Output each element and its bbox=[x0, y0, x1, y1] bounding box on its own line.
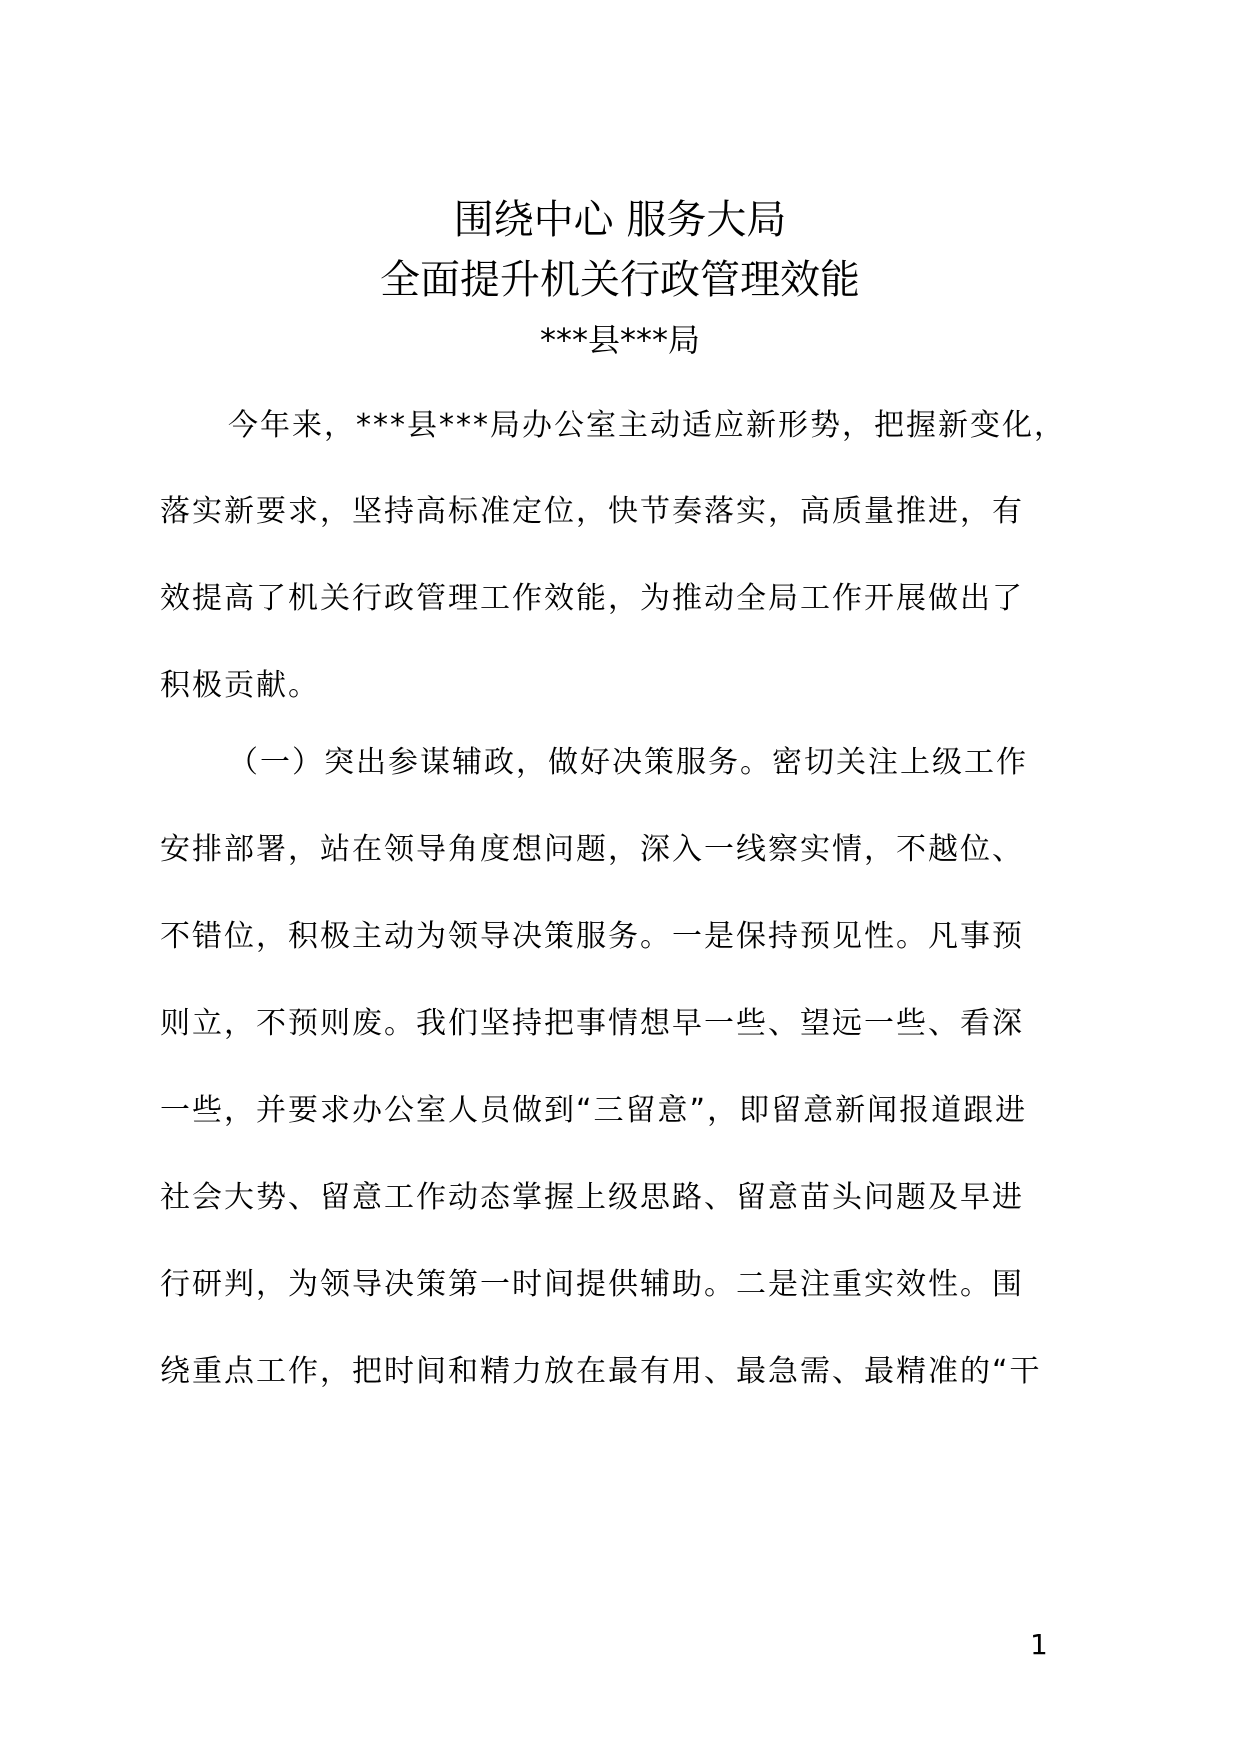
document-author: ***县***局 bbox=[539, 321, 700, 359]
document-title-line-2: 全面提升机关行政管理效能 bbox=[380, 257, 860, 303]
body-line: 一些，并要求办公室人员做到“三留意”，即留意新闻报道跟进 bbox=[160, 1093, 1028, 1128]
page-number: 1 bbox=[1030, 1628, 1048, 1661]
body-line: 不错位，积极主动为领导决策服务。一是保持预见性。凡事预 bbox=[160, 919, 1024, 954]
body-line: 则立，不预则废。我们坚持把事情想早一些、望远一些、看深 bbox=[160, 1006, 1024, 1041]
body-line: 绕重点工作，把时间和精力放在最有用、最急需、最精准的“干 bbox=[160, 1354, 1042, 1389]
body-line: 社会大势、留意工作动态掌握上级思路、留意苗头问题及早进 bbox=[160, 1180, 1024, 1215]
body-line: 今年来，***县***局办公室主动适应新形势，把握新变化， bbox=[228, 408, 1066, 443]
body-line: 效提高了机关行政管理工作效能，为推动全局工作开展做出了 bbox=[160, 581, 1024, 616]
document-title-line-1: 围绕中心 服务大局 bbox=[453, 197, 787, 243]
body-line: 安排部署，站在领导角度想问题，深入一线察实情，不越位、 bbox=[160, 832, 1024, 867]
section-heading-line: （一）突出参谋辅政，做好决策服务。密切关注上级工作 bbox=[228, 745, 1028, 780]
body-line: 行研判，为领导决策第一时间提供辅助。二是注重实效性。围 bbox=[160, 1267, 1024, 1302]
body-line: 落实新要求，坚持高标准定位，快节奏落实，高质量推进，有 bbox=[160, 494, 1024, 529]
body-line: 积极贡献。 bbox=[160, 668, 320, 703]
